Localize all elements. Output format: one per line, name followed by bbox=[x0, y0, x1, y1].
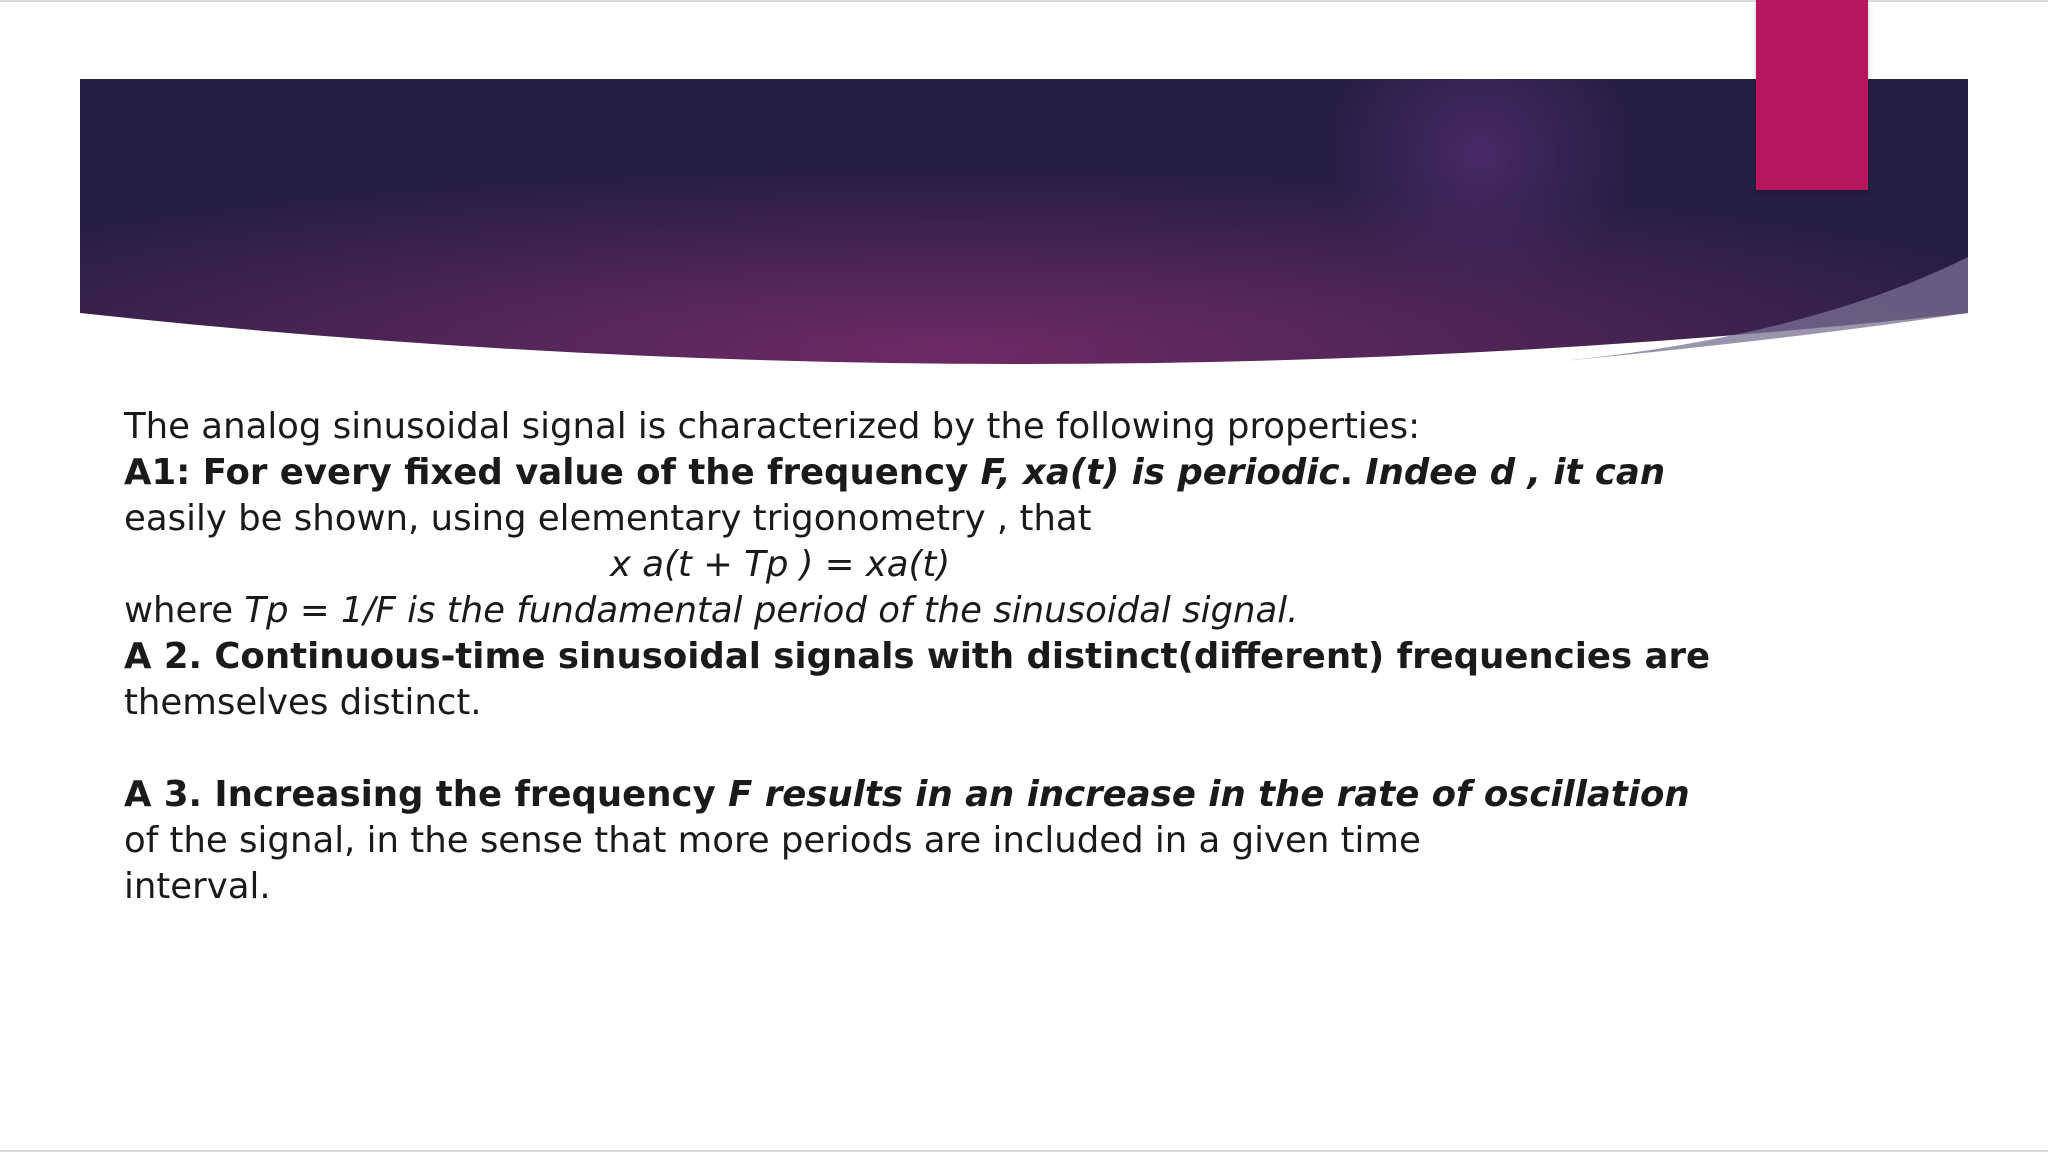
a3-heading bbox=[124, 772, 1690, 818]
a3-continuation-2: interval. bbox=[124, 866, 271, 907]
formula: x a(t + Tp ) = xa(t) bbox=[610, 544, 951, 585]
a1-bold-italic: F, xa(t) is periodic bbox=[980, 452, 1340, 493]
a1-heading bbox=[124, 450, 1666, 496]
title-banner bbox=[80, 79, 1968, 381]
where-line bbox=[124, 588, 1624, 634]
intro-line: The analog sinusoidal signal is characterized by the following properties: bbox=[124, 406, 1421, 447]
where-lead: where bbox=[124, 590, 245, 631]
slide-body bbox=[124, 404, 1711, 910]
a3-bold: A 3. Increasing the frequency bbox=[124, 774, 729, 815]
spacer bbox=[124, 726, 1624, 772]
formula-line bbox=[124, 542, 1624, 588]
a2-heading: A 2. Continuous-time sinusoidal signals with distinct(different) frequencies are bbox=[124, 636, 1711, 677]
a3-bold-italic: F results in an increase in the rate of oscillation bbox=[728, 774, 1690, 815]
a3-continuation-1: of the signal, in the sense that more periods are included in a given time bbox=[124, 820, 1421, 861]
a1-bold: A1: For every fixed value of the frequency bbox=[124, 452, 981, 493]
a1-bold-italic-2: Indee d , it can bbox=[1353, 452, 1666, 493]
a2-continuation: themselves distinct. bbox=[124, 682, 482, 723]
accent-tab bbox=[1756, 0, 1868, 190]
a1-continuation: easily be shown, using elementary trigonometry , that bbox=[124, 498, 1092, 539]
a1-bold-dot: . bbox=[1339, 452, 1353, 493]
where-italic: Tp = 1/F is the fundamental period of the sinusoidal signal. bbox=[244, 590, 1299, 631]
top-border bbox=[0, 0, 2048, 2]
